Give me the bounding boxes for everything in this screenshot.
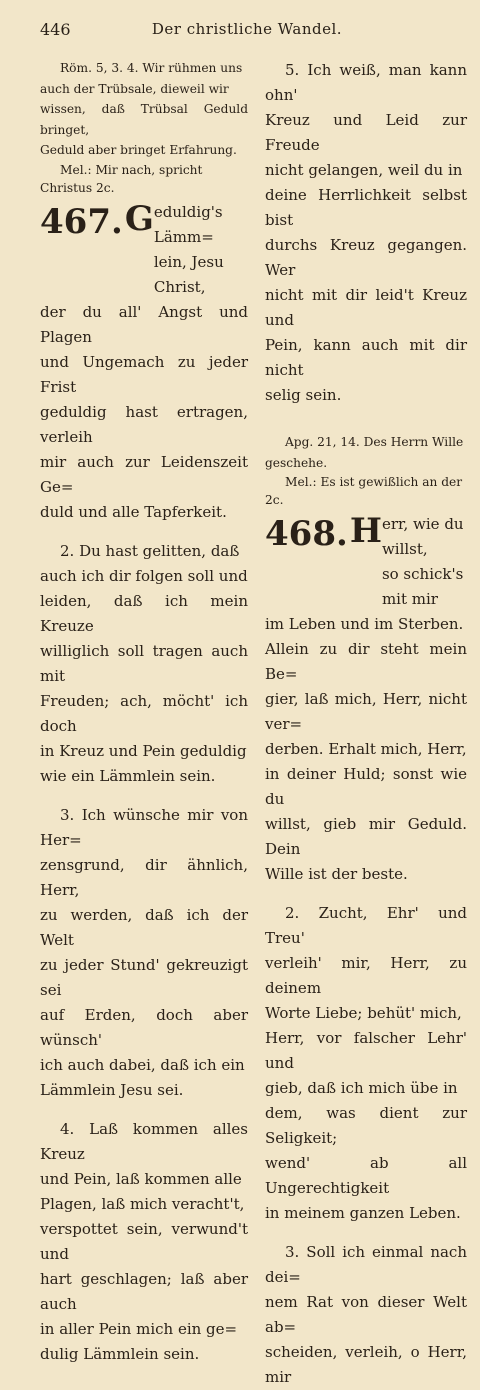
verse-line: 2. Du hast gelitten, daß (60, 541, 240, 560)
verse-line: und Pein, laß kommen alle (40, 1169, 242, 1188)
verse-line: mir auch zur Leidenszeit Ge= (40, 452, 248, 496)
verse-line: derben. Erhalt mich, Herr, (265, 740, 467, 758)
stanza-5 (265, 58, 467, 408)
reference-line: Geduld aber bringet Erfahrung. (40, 143, 237, 157)
verse-line: Pein, kann auch mit dir nicht (265, 336, 467, 379)
verse-line: Lämmlein Jesu sei. (40, 1080, 184, 1099)
verse-line: Freuden; ach, möcht' ich doch (40, 691, 248, 735)
reference-line: Apg. 21, 14. Des Herrn Wille (285, 435, 464, 449)
scripture-reference (40, 58, 248, 161)
verse-line: dem, was dient zur Seligkeit; (265, 1104, 467, 1147)
melody-note: Mel.: Mir nach, spricht Christus 2c. (40, 162, 203, 195)
verse-line: selig sein. (265, 386, 342, 404)
reference-line: geschehe. (265, 455, 328, 470)
verse-line: nicht gelangen, weil du in (265, 161, 463, 179)
verse-line: durchs Kreuz gegangen. Wer (265, 236, 467, 279)
stanza-2 (265, 901, 467, 1226)
verse-line: in deiner Huld; sonst wie du (265, 765, 467, 808)
verse-line: so schick's mit mir (381, 565, 464, 608)
right-column (265, 58, 467, 1390)
stanza-2 (40, 539, 248, 789)
scripture-reference (265, 432, 467, 473)
stanza-1 (40, 300, 248, 525)
drop-initial: H (349, 511, 382, 551)
verse-line: nem Rat von dieser Welt ab= (265, 1293, 467, 1336)
verse-line: 3. Ich wünsche mir von Her= (40, 805, 248, 849)
verse-line: zu jeder Stund' gekreuzigt sei (40, 955, 248, 999)
verse-line: williglich soll tragen auch mit (40, 641, 248, 685)
verse-line: wend' ab all Ungerechtigkeit (265, 1154, 467, 1197)
verse-line: in aller Pein mich ein ge= (40, 1319, 238, 1338)
verse-line: verleih' mir, Herr, zu deinem (265, 954, 467, 997)
page-header (40, 20, 454, 42)
reference-line: Röm. 5, 3. 4. Wir rühmen uns (60, 61, 243, 75)
verse-line: zensgrund, dir ähnlich, Herr, (40, 855, 248, 899)
verse-line: in meinem ganzen Leben. (265, 1204, 461, 1222)
running-title: Der christliche Wandel. (151, 20, 343, 38)
reference-line: wissen, daß Trübsal Geduld bringet, (40, 102, 248, 137)
verse-line: 2. Zucht, Ehr' und Treu' (265, 904, 467, 947)
verse-line: hart geschlagen; laß aber auch (40, 1269, 248, 1313)
hymn-number: 467. (40, 201, 123, 242)
verse-line: eduldig's Lämm= (153, 202, 223, 246)
verse-line: dulig Lämmlein sein. (40, 1344, 200, 1363)
verse-line: Wille ist der beste. (265, 865, 408, 883)
hymn-number: 468. (265, 514, 348, 554)
verse-line: wie ein Lämmlein sein. (40, 766, 216, 785)
verse-line: Kreuz und Leid zur Freude (265, 111, 467, 154)
hymn-468-heading (265, 511, 467, 612)
hymn-first-lines (154, 199, 248, 300)
stanza-3 (40, 803, 248, 1103)
verse-line: Plagen, laß mich veracht't, (40, 1194, 245, 1213)
verse-line: geduldig hast ertragen, verleih (40, 402, 248, 446)
verse-line: 4. Laß kommen alles Kreuz (40, 1119, 248, 1163)
verse-line: auch ich dir folgen soll und (40, 566, 248, 585)
stanza-4 (40, 1117, 248, 1367)
hymn-467-heading (40, 199, 248, 300)
verse-line: Allein zu dir steht mein Be= (265, 640, 467, 683)
reference-line: auch der Trübsale, dieweil wir (40, 81, 229, 96)
verse-line: der du all' Angst und Plagen (40, 302, 248, 346)
hymn-first-lines (382, 511, 467, 612)
left-column (40, 58, 248, 1367)
verse-line: nicht mit dir leid't Kreuz und (265, 286, 467, 329)
verse-line: lein, Jesu Christ, (153, 252, 224, 296)
melody-note: Mel.: Es ist gewißlich an der 2c. (265, 475, 463, 507)
stanza-1 (265, 612, 467, 887)
verse-line: in Kreuz und Pein geduldig (40, 741, 247, 760)
verse-line: zu werden, daß ich der Welt (40, 905, 248, 949)
verse-line: gieb, daß ich mich übe in (265, 1079, 458, 1097)
verse-line: Herr, vor falscher Lehr' und (265, 1029, 467, 1072)
verse-line: 5. Ich weiß, man kann ohn' (265, 61, 467, 104)
verse-line: auf Erden, doch aber wünsch' (40, 1005, 248, 1049)
verse-line: deine Herrlichkeit selbst bist (265, 186, 467, 229)
verse-line: und Ungemach zu jeder Frist (40, 352, 248, 396)
verse-line: im Leben und im Sterben. (265, 615, 464, 633)
page-number: 446 (40, 20, 71, 39)
verse-line: scheiden, verleih, o Herr, mir (265, 1343, 467, 1386)
drop-initial: G (124, 198, 154, 239)
verse-line: willst, gieb mir Geduld. Dein (265, 815, 467, 858)
verse-line: duld und alle Tapferkeit. (40, 502, 227, 521)
verse-line: err, wie du willst, (381, 515, 464, 558)
stanza-3 (265, 1240, 467, 1390)
verse-line: Worte Liebe; behüt' mich, (265, 1004, 462, 1022)
verse-line: verspottet sein, verwund't und (40, 1219, 248, 1263)
verse-line: gier, laß mich, Herr, nicht ver= (265, 690, 467, 733)
verse-line: leiden, daß ich mein Kreuze (40, 591, 248, 635)
verse-line: ich auch dabei, daß ich ein (40, 1055, 245, 1074)
verse-line: 3. Soll ich einmal nach dei= (265, 1243, 467, 1286)
